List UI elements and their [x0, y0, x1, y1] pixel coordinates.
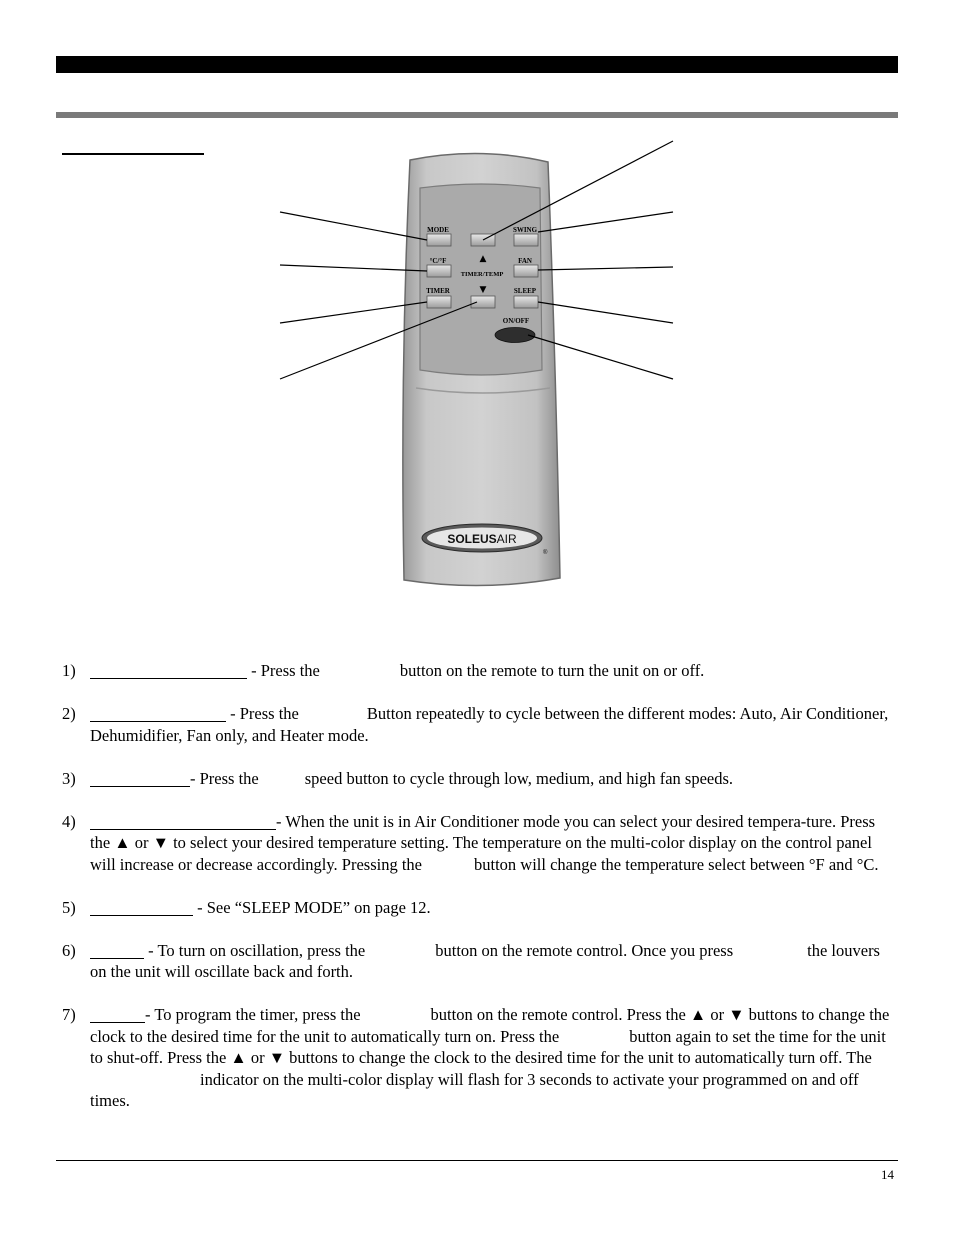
cf-label: °C/°F: [429, 257, 447, 265]
list-item: 1) - Press the button on the remote to turn the unit on or off.: [62, 661, 705, 680]
label-blank: [90, 705, 226, 722]
header-rule: [56, 112, 898, 118]
sleep-label: SLEEP: [513, 287, 537, 295]
label-blank: [90, 662, 247, 679]
onoff-label: ON/OFF: [502, 317, 530, 325]
swing-button[interactable]: [514, 234, 538, 246]
label-blank: [90, 770, 190, 787]
svg-text:®: ®: [543, 550, 548, 556]
timer-button[interactable]: [427, 296, 451, 308]
item-number: 2): [62, 704, 76, 723]
list-item: 3) - Press the speed button to cycle through low, medium, and high fan speeds.: [62, 768, 734, 788]
list-item: 4) - When the unit is in Air Conditioner mode you can select your desired tempera-ture. Press the ▲ or ▼ to select your desired temperature setting. The temperature on the multi-color display on the control panel will increase or decrease accordingly. Pressing the button will change the temperature select between °F and °C.: [62, 811, 879, 874]
mode-button[interactable]: [427, 234, 451, 246]
remote-control-figure: [270, 130, 690, 600]
cf-button[interactable]: [427, 265, 451, 277]
label-blank: [90, 942, 144, 959]
item-number: 3): [62, 768, 76, 788]
sleep-button[interactable]: [514, 296, 538, 308]
down-arrow-icon: ▼: [479, 285, 487, 295]
button-panel: [420, 184, 542, 375]
list-item: 6) - To turn on oscillation, press the button on the remote control. Once you press the louvers on the unit will oscillate back and forth.: [62, 940, 880, 981]
header-bar: [56, 56, 898, 73]
timer-label: TIMER: [426, 287, 450, 295]
swing-label: SWING: [512, 226, 538, 234]
instruction-list: [62, 660, 892, 1133]
svg-text:SOLEUSAIR: SOLEUSAIR: [447, 532, 517, 546]
fan-label: FAN: [518, 257, 532, 265]
fan-button[interactable]: [514, 265, 538, 277]
footer-rule: [56, 1160, 898, 1161]
up-arrow-icon: ▲: [479, 254, 487, 264]
label-blank: [90, 813, 276, 830]
list-item: 2) - Press the Button repeatedly to cycle between the different modes: Auto, Air Conditioner, Dehumidifier, Fan only, and Heater mode.: [62, 704, 889, 745]
label-blank: [90, 899, 193, 916]
item-number: 1): [62, 661, 76, 680]
item-number: 5): [62, 897, 76, 917]
label-blank: [90, 1006, 145, 1023]
list-item: 5) - See “SLEEP MODE” on page 12.: [62, 897, 431, 917]
item-number: 4): [62, 811, 76, 831]
mode-label: MODE: [427, 226, 449, 234]
page-number: 14: [881, 1167, 894, 1182]
item-number: 6): [62, 940, 76, 960]
section-heading-underline: [62, 153, 204, 155]
list-item: 7) - To program the timer, press the button on the remote control. Press the ▲ or ▼ buttons to change the clock to the desired time for the unit to automatically turn on. Press the button again to set the time for the unit to shut-off. Press the ▲ or ▼ buttons to change the clock to the desired time for the unit to automatically turn off. Theindicator on the multi-color display will flash for 3 seconds to activate your programmed on and off times.: [62, 1005, 890, 1110]
timer-temp-label: TIMER/TEMP: [460, 271, 504, 278]
item-number: 7): [62, 1005, 76, 1024]
down-button[interactable]: [471, 296, 495, 308]
